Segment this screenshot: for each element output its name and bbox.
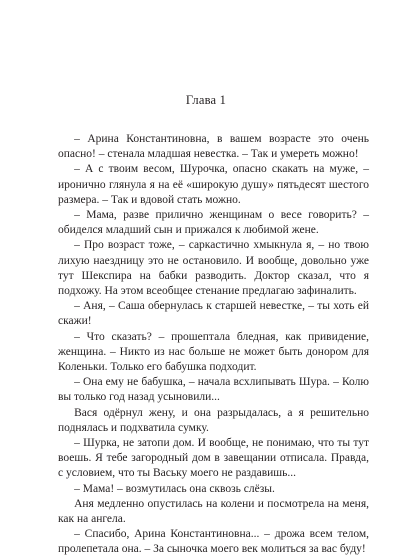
paragraph: – А с твоим весом, Шурочка, опасно скакать на муже, – иронично глянула я на её «широкую душу» пятьдесят шестого размера. – Так и вдовой стать можно. [58,163,369,206]
paragraph: – Шурка, не затопи дом. И вообще, не понимаю, что ты тут воешь. Я тебе загородный дом в завещании отписала. Правда, с условием, что ты Ваську моего не раздавишь... [58,437,369,480]
body-text [58,132,369,558]
paragraph: – Спасибо, Арина Константиновна... – дрожа всем телом, пролепетала она. – За сыночка моего век молиться за вас буду! [58,528,369,556]
paragraph: – Про возраст тоже, – саркастично хмыкнула я, – но твою лихую наездницу это не остановило. И вообще, довольно уже тут Шекспира на бабки разводить. Доктор сказал, что я подхожу. На этом всеобщее стенание предлагаю зафиналить. [58,239,369,298]
paragraph: – Арина Константиновна, в вашем возрасте это очень опасно! – стенала младшая невестка. – Так и умереть можно! [58,133,369,161]
paragraph: Аня медленно опустилась на колени и посмотрела на меня, как на ангела. [58,497,369,526]
paragraph: – Мама! – возмутилась она сквозь слёзы. [74,482,275,495]
paragraph: – Что сказать? – прошептала бледная, как привидение, женщина. – Никто из нас больше не может быть донором для Коленьки. Только его бабушка подходит. [58,330,369,374]
paragraph: – Мама, разве прилично женщинам о весе говорить? – обиделся младший сын и прижался к любимой жене. [58,209,369,237]
paragraph: – Она ему не бабушка, – начала всхлипывать Шура. – Колю вы только год назад усыновили... [58,376,369,404]
paragraph: Вася одёрнул жену, и она разрыдалась, а я решительно поднялась и подхватила сумку. [58,406,369,434]
chapter-title: Глава 1 [185,93,227,107]
paragraph: – Аня, – Саша обернулась к старшей невестке, – ты хоть ей скажи! [58,300,369,328]
